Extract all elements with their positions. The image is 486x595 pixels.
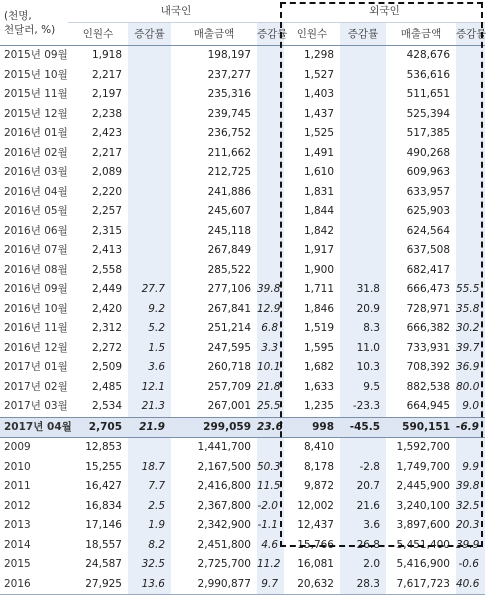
domestic-sales-growth-cell (257, 222, 284, 242)
domestic-people-cell: 2,197 (91, 88, 122, 100)
monthly-row (0, 319, 485, 339)
monthly-row (0, 105, 485, 125)
foreign-people-cell: 1,846 (303, 302, 334, 315)
domestic-sales-cell: 2,990,877 (171, 575, 257, 595)
domestic-sales-cell: 2,451,800 (197, 538, 251, 551)
foreign-people-cell: 1,235 (303, 400, 334, 412)
period-cell: 2013 (4, 519, 31, 531)
foreign-people-cell: 1,844 (303, 205, 334, 217)
domestic-people-growth-cell: 21.9 (128, 417, 171, 438)
unit-label (0, 0, 68, 46)
monthly-row (0, 397, 485, 417)
foreign-people-cell: 1,519 (303, 322, 334, 334)
domestic-sales-growth-cell (257, 144, 284, 164)
foreign-people-cell: 1,842 (303, 224, 334, 237)
foreign-people-cell: 16,081 (297, 558, 334, 570)
monthly-row (0, 280, 485, 300)
domestic-sales-growth-cell: 4.6 (257, 536, 284, 556)
domestic-sales-growth-cell: 21.8 (257, 378, 284, 398)
foreign-sales-growth-cell (456, 85, 485, 105)
foreign-people-cell: 1,525 (303, 127, 334, 139)
foreign-people-cell: 1,403 (303, 88, 334, 100)
domestic-people-cell: 16,427 (85, 480, 122, 492)
foreign-people-growth-cell: 11.0 (340, 339, 386, 359)
foreign-sales-growth-cell: -0.6 (456, 555, 485, 575)
col-foreign-people-growth: 증감률 (340, 23, 386, 46)
col-domestic-sales: 매출금액 (171, 23, 257, 46)
foreign-sales-cell: 525,394 (406, 107, 450, 120)
period-cell: 2016년 02월 (4, 146, 68, 159)
domestic-people-cell: 15,255 (85, 460, 122, 473)
foreign-sales-growth-cell (456, 261, 485, 281)
domestic-sales-growth-cell: -1.1 (257, 516, 284, 536)
foreign-people-growth-cell: 2.0 (340, 555, 386, 575)
foreign-people-growth-cell: 20.9 (340, 300, 386, 320)
foreign-sales-cell: 7,617,723 (386, 575, 456, 595)
col-foreign-people: 인원수 (284, 23, 340, 46)
domestic-sales-cell: 241,886 (207, 185, 251, 198)
domestic-people-growth-cell (128, 85, 171, 105)
foreign-sales-growth-cell: 9.9 (456, 458, 485, 478)
foreign-sales-growth-cell: 40.6 (456, 575, 485, 595)
domestic-people-cell: 2,558 (91, 263, 122, 276)
period-cell: 2009 (4, 441, 31, 453)
domestic-people-growth-cell: 7.7 (128, 477, 171, 497)
domestic-people-cell: 2,217 (91, 68, 122, 81)
foreign-people-cell: 1,711 (303, 283, 334, 295)
period-cell: 2015 (4, 558, 31, 570)
foreign-sales-cell: 708,392 (406, 361, 450, 373)
domestic-sales-growth-cell (257, 438, 284, 458)
foreign-sales-growth-cell (456, 124, 485, 144)
domestic-people-growth-cell (128, 144, 171, 164)
domestic-people-growth-cell (128, 66, 171, 86)
foreign-people-cell: 1,298 (303, 49, 334, 61)
domestic-sales-cell: 2,342,900 (197, 519, 251, 531)
domestic-sales-cell: 267,849 (207, 244, 251, 256)
domestic-people-growth-cell: 9.2 (128, 300, 171, 320)
domestic-people-growth-cell: 1.9 (128, 516, 171, 536)
foreign-people-cell: 1,595 (303, 341, 334, 354)
domestic-sales-growth-cell: 50.3 (257, 458, 284, 478)
domestic-people-cell: 2,272 (91, 341, 122, 354)
period-cell: 2016년 03월 (4, 166, 68, 178)
foreign-sales-cell: 536,616 (406, 68, 450, 81)
foreign-sales-growth-cell: 32.5 (456, 497, 485, 517)
domestic-sales-cell: 245,118 (207, 224, 251, 237)
yearly-row (0, 458, 485, 478)
foreign-sales-growth-cell: -6.9 (456, 417, 485, 438)
foreign-people-cell: 1,917 (303, 244, 334, 256)
monthly-row (0, 85, 485, 105)
period-cell: 2016년 08월 (4, 263, 68, 276)
domestic-sales-growth-cell: 12.9 (257, 300, 284, 320)
period-cell: 2016년 10월 (4, 302, 68, 315)
unit-label-line2: 천달러, %) (4, 23, 56, 36)
foreign-people-cell: 1,831 (303, 185, 334, 198)
col-domestic-sales-growth: 증감률 (257, 23, 284, 46)
header-row-groups (0, 0, 485, 23)
domestic-people-cell: 2,420 (91, 302, 122, 315)
yearly-row (0, 438, 485, 458)
monthly-row (0, 241, 485, 261)
foreign-people-growth-cell: 20.7 (340, 477, 386, 497)
period-cell: 2016년 11월 (4, 322, 68, 334)
period-cell: 2016년 05월 (4, 205, 68, 217)
header-row-columns (0, 23, 485, 46)
domestic-sales-cell: 235,316 (207, 88, 251, 100)
foreign-people-cell: 1,633 (303, 380, 334, 393)
col-domestic-people: 인원수 (68, 23, 128, 46)
domestic-sales-cell: 239,745 (207, 107, 251, 120)
domestic-people-cell: 1,918 (91, 49, 122, 61)
foreign-sales-growth-cell: 39.9 (456, 536, 485, 556)
foreign-people-growth-cell: 31.8 (340, 280, 386, 300)
domestic-sales-growth-cell: 11.5 (257, 477, 284, 497)
yearly-row (0, 497, 485, 517)
period-cell: 2016년 09월 (4, 283, 68, 295)
domestic-sales-cell: 2,725,700 (197, 558, 251, 570)
domestic-sales-growth-cell (257, 46, 284, 66)
domestic-people-growth-cell: 13.6 (128, 575, 171, 595)
yearly-row (0, 575, 485, 595)
domestic-people-cell: 2,705 (68, 417, 128, 438)
foreign-people-growth-cell: 3.6 (340, 516, 386, 536)
domestic-people-cell: 2,423 (91, 127, 122, 139)
foreign-people-cell: 9,872 (303, 480, 334, 492)
domestic-people-cell: 2,089 (91, 166, 122, 178)
foreign-people-growth-cell: 26.8 (340, 536, 386, 556)
foreign-sales-growth-cell: 9.0 (456, 397, 485, 417)
period-cell: 2016년 12월 (4, 341, 68, 354)
foreign-people-growth-cell (340, 85, 386, 105)
foreign-sales-cell: 517,385 (406, 127, 450, 139)
domestic-sales-growth-cell (257, 261, 284, 281)
foreign-sales-cell: 2,445,900 (396, 480, 450, 492)
monthly-row (0, 144, 485, 164)
domestic-people-growth-cell: 5.2 (128, 319, 171, 339)
domestic-people-cell: 2,312 (91, 322, 122, 334)
domestic-people-cell: 2,413 (91, 244, 122, 256)
foreign-sales-growth-cell: 36.9 (456, 358, 485, 378)
domestic-people-cell: 2,315 (91, 224, 122, 237)
foreign-people-growth-cell: -2.8 (340, 458, 386, 478)
period-cell: 2016년 06월 (4, 224, 68, 237)
domestic-sales-cell: 1,441,700 (197, 441, 251, 453)
foreign-people-growth-cell (340, 202, 386, 222)
foreign-people-growth-cell: 28.3 (340, 575, 386, 595)
monthly-row (0, 300, 485, 320)
domestic-people-growth-cell: 32.5 (128, 555, 171, 575)
domestic-people-cell: 18,557 (85, 538, 122, 551)
monthly-row (0, 46, 485, 66)
foreign-sales-growth-cell (456, 144, 485, 164)
foreign-sales-cell: 882,538 (406, 380, 450, 393)
foreign-sales-cell: 511,651 (406, 88, 450, 100)
monthly-row (0, 163, 485, 183)
domestic-people-cell: 2,534 (91, 400, 122, 412)
domestic-people-growth-cell: 21.3 (128, 397, 171, 417)
foreign-people-cell: 15,766 (297, 538, 334, 551)
unit-label-line1: (천명, (4, 9, 32, 22)
domestic-people-cell: 2,217 (91, 146, 122, 159)
foreign-sales-cell: 1,592,700 (396, 441, 450, 453)
domestic-sales-cell: 267,841 (207, 302, 251, 315)
yearly-row (0, 555, 485, 575)
period-cell: 2015년 11월 (4, 88, 68, 100)
monthly-row (0, 339, 485, 359)
foreign-sales-growth-cell (456, 202, 485, 222)
foreign-sales-growth-cell: 39.8 (456, 477, 485, 497)
foreign-sales-cell: 1,749,700 (396, 460, 450, 473)
domestic-sales-cell: 245,607 (207, 205, 251, 217)
domestic-people-growth-cell (128, 222, 171, 242)
period-cell: 2015년 12월 (4, 107, 68, 120)
period-cell: 2015년 09월 (4, 49, 68, 61)
foreign-sales-growth-cell (456, 163, 485, 183)
domestic-sales-growth-cell: 10.1 (257, 358, 284, 378)
foreign-people-growth-cell (340, 105, 386, 125)
domestic-sales-cell: 2,167,500 (197, 460, 251, 473)
domestic-sales-growth-cell: 9.7 (257, 575, 284, 595)
foreign-people-cell: 8,178 (303, 460, 334, 473)
foreign-people-cell: 12,437 (297, 519, 334, 531)
foreign-people-growth-cell (340, 163, 386, 183)
foreign-sales-growth-cell (456, 66, 485, 86)
foreign-sales-cell: 590,151 (386, 417, 456, 438)
foreign-people-growth-cell (340, 222, 386, 242)
foreign-people-cell: 1,437 (303, 107, 334, 120)
foreign-people-growth-cell: 8.3 (340, 319, 386, 339)
domestic-sales-cell: 277,106 (207, 283, 251, 295)
period-cell: 2016년 01월 (4, 127, 68, 139)
yearly-row (0, 536, 485, 556)
foreign-sales-cell: 609,963 (406, 166, 450, 178)
foreign-sales-growth-cell: 30.2 (456, 319, 485, 339)
foreign-sales-cell: 3,240,100 (396, 499, 450, 512)
domestic-people-growth-cell (128, 163, 171, 183)
foreign-group-header: 외국인 (284, 0, 485, 23)
domestic-people-cell: 2,509 (91, 361, 122, 373)
monthly-row (0, 66, 485, 86)
foreign-sales-cell: 682,417 (406, 263, 450, 276)
domestic-sales-growth-cell (257, 241, 284, 261)
foreign-people-cell: 1,682 (303, 361, 334, 373)
foreign-sales-growth-cell (456, 46, 485, 66)
domestic-sales-growth-cell (257, 183, 284, 203)
domestic-sales-growth-cell (257, 66, 284, 86)
domestic-people-growth-cell (128, 202, 171, 222)
domestic-people-growth-cell (128, 261, 171, 281)
foreign-people-growth-cell: -23.3 (340, 397, 386, 417)
domestic-sales-growth-cell (257, 202, 284, 222)
domestic-sales-growth-cell: 3.3 (257, 339, 284, 359)
foreign-sales-growth-cell: 80.0 (456, 378, 485, 398)
period-cell: 2016년 07월 (4, 244, 68, 256)
foreign-people-cell: 1,900 (303, 263, 334, 276)
foreign-people-cell: 12,002 (297, 499, 334, 512)
domestic-people-growth-cell (128, 241, 171, 261)
domestic-sales-cell: 198,197 (207, 49, 251, 61)
domestic-people-cell: 24,587 (85, 558, 122, 570)
domestic-people-growth-cell: 3.6 (128, 358, 171, 378)
domestic-people-cell: 2,257 (91, 205, 122, 217)
monthly-row (0, 202, 485, 222)
domestic-sales-growth-cell: 11.2 (257, 555, 284, 575)
foreign-sales-cell: 666,473 (406, 283, 450, 295)
domestic-sales-growth-cell: 39.8 (257, 280, 284, 300)
foreign-sales-growth-cell (456, 222, 485, 242)
domestic-people-growth-cell (128, 105, 171, 125)
foreign-sales-cell: 5,416,900 (396, 558, 450, 570)
monthly-row (0, 222, 485, 242)
yearly-row (0, 516, 485, 536)
domestic-people-growth-cell (128, 183, 171, 203)
domestic-sales-cell: 260,718 (207, 361, 251, 373)
foreign-sales-cell: 3,897,600 (396, 519, 450, 531)
domestic-group-header: 내국인 (68, 0, 284, 23)
monthly-row (0, 261, 485, 281)
col-domestic-people-growth: 증감률 (128, 23, 171, 46)
highlight-row (0, 417, 485, 438)
domestic-people-cell: 2,238 (91, 107, 122, 120)
domestic-sales-cell: 236,752 (207, 127, 251, 139)
foreign-people-growth-cell (340, 241, 386, 261)
domestic-people-growth-cell (128, 46, 171, 66)
foreign-sales-growth-cell (456, 241, 485, 261)
foreign-people-cell: 1,610 (303, 166, 334, 178)
domestic-sales-cell: 251,214 (207, 322, 251, 334)
domestic-sales-cell: 285,522 (207, 263, 251, 276)
domestic-sales-cell: 267,001 (207, 400, 251, 412)
domestic-sales-cell: 237,277 (207, 68, 251, 81)
foreign-people-growth-cell (340, 66, 386, 86)
period-cell: 2012 (4, 499, 31, 512)
domestic-sales-growth-cell: -2.0 (257, 497, 284, 517)
period-cell: 2010 (4, 460, 31, 473)
foreign-people-growth-cell (340, 261, 386, 281)
col-foreign-sales-growth: 증감률 (456, 23, 485, 46)
domestic-sales-cell: 299,059 (171, 417, 257, 438)
foreign-people-growth-cell (340, 46, 386, 66)
foreign-sales-cell: 637,508 (406, 244, 450, 256)
monthly-row (0, 124, 485, 144)
domestic-sales-cell: 247,595 (207, 341, 251, 354)
domestic-people-growth-cell: 2.5 (128, 497, 171, 517)
foreign-sales-growth-cell: 35.8 (456, 300, 485, 320)
domestic-people-cell: 17,146 (85, 519, 122, 531)
monthly-row (0, 358, 485, 378)
domestic-people-cell: 27,925 (68, 575, 128, 595)
foreign-sales-cell: 733,931 (406, 341, 450, 354)
domestic-sales-cell: 257,709 (207, 380, 251, 393)
domestic-people-growth-cell: 12.1 (128, 378, 171, 398)
foreign-sales-cell: 625,903 (406, 205, 450, 217)
period-cell: 2017년 03월 (4, 400, 68, 412)
domestic-people-cell: 16,834 (85, 499, 122, 512)
domestic-people-cell: 2,449 (91, 283, 122, 295)
period-cell: 2016년 04월 (4, 185, 68, 198)
foreign-people-cell: 998 (284, 417, 340, 438)
foreign-people-growth-cell: -45.5 (340, 417, 386, 438)
domestic-people-growth-cell (128, 124, 171, 144)
foreign-sales-cell: 5,451,400 (396, 538, 450, 551)
domestic-sales-cell: 212,725 (207, 166, 251, 178)
foreign-people-growth-cell (340, 124, 386, 144)
domestic-people-growth-cell: 1.5 (128, 339, 171, 359)
foreign-sales-growth-cell: 55.5 (456, 280, 485, 300)
domestic-people-cell: 2,220 (91, 185, 122, 198)
yearly-row (0, 477, 485, 497)
domestic-sales-growth-cell (257, 124, 284, 144)
domestic-sales-growth-cell (257, 163, 284, 183)
foreign-sales-cell: 728,971 (406, 302, 450, 315)
foreign-people-cell: 1,527 (303, 68, 334, 81)
col-foreign-sales: 매출금액 (386, 23, 456, 46)
domestic-people-growth-cell: 27.7 (128, 280, 171, 300)
foreign-sales-growth-cell (456, 438, 485, 458)
domestic-sales-growth-cell: 25.5 (257, 397, 284, 417)
period-cell: 2017년 02월 (4, 380, 68, 393)
period-cell: 2015년 10월 (4, 68, 68, 81)
domestic-people-growth-cell (128, 438, 171, 458)
monthly-row (0, 183, 485, 203)
foreign-sales-cell: 428,676 (406, 49, 450, 61)
foreign-sales-cell: 666,382 (406, 322, 450, 334)
domestic-people-growth-cell: 18.7 (128, 458, 171, 478)
foreign-people-growth-cell: 10.3 (340, 358, 386, 378)
foreign-sales-cell: 633,957 (406, 185, 450, 198)
foreign-people-growth-cell: 9.5 (340, 378, 386, 398)
foreign-sales-growth-cell: 39.7 (456, 339, 485, 359)
foreign-people-growth-cell (340, 438, 386, 458)
monthly-row (0, 378, 485, 398)
foreign-people-growth-cell: 21.6 (340, 497, 386, 517)
period-cell: 2016 (0, 575, 68, 595)
foreign-sales-cell: 490,268 (406, 146, 450, 159)
domestic-people-cell: 12,853 (85, 441, 122, 453)
foreign-people-cell: 8,410 (303, 441, 334, 453)
period-cell: 2017년 01월 (4, 361, 68, 373)
domestic-sales-growth-cell: 6.8 (257, 319, 284, 339)
foreign-sales-cell: 624,564 (406, 224, 450, 237)
domestic-people-growth-cell: 8.2 (128, 536, 171, 556)
domestic-sales-growth-cell: 23.6 (257, 417, 284, 438)
foreign-sales-cell: 664,945 (406, 400, 450, 412)
period-cell: 2017년 04월 (0, 417, 68, 438)
domestic-sales-growth-cell (257, 85, 284, 105)
foreign-sales-growth-cell (456, 105, 485, 125)
domestic-people-cell: 2,485 (91, 380, 122, 393)
domestic-sales-cell: 2,367,800 (197, 499, 251, 512)
period-cell: 2014 (4, 538, 31, 551)
foreign-people-cell: 1,491 (303, 146, 334, 159)
domestic-sales-growth-cell (257, 105, 284, 125)
domestic-sales-cell: 211,662 (207, 146, 251, 159)
foreign-people-growth-cell (340, 183, 386, 203)
foreign-people-growth-cell (340, 144, 386, 164)
foreign-people-cell: 20,632 (284, 575, 340, 595)
foreign-sales-growth-cell (456, 183, 485, 203)
domestic-sales-cell: 2,416,800 (197, 480, 251, 492)
period-cell: 2011 (4, 480, 31, 492)
foreign-sales-growth-cell: 20.3 (456, 516, 485, 536)
